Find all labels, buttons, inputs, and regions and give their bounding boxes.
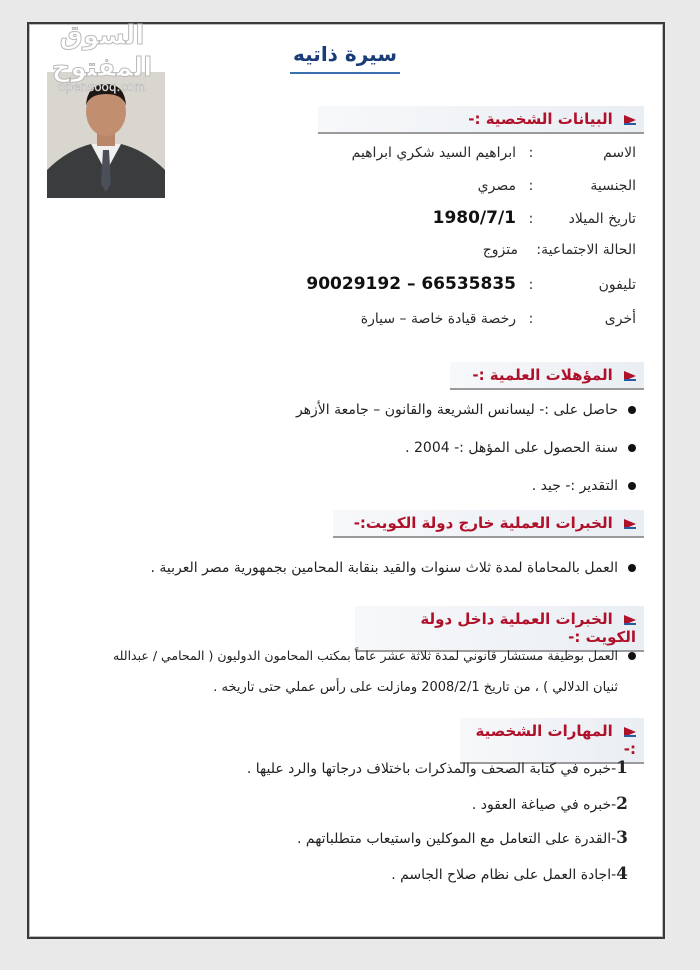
- document-title: سيرة ذاتيه: [290, 42, 400, 74]
- bullet-icon: [628, 482, 636, 490]
- section-personal-heading: البيانات الشخصية :-: [318, 106, 644, 134]
- personal-row-marital-status: الحالة الاجتماعية:متزوج: [482, 242, 636, 258]
- section-experience-inside-heading: الخبرات العملية داخل دولة الكويت :-: [355, 606, 644, 652]
- arrow-marker-icon: [624, 727, 636, 737]
- bullet-icon: [628, 652, 636, 660]
- bullet-icon: [628, 444, 636, 452]
- skill-item: 1-خبره في كتابة الصحف والمذكرات باختلاف درجاتها والرد عليها .: [246, 758, 628, 778]
- arrow-marker-icon: [624, 519, 636, 529]
- skill-item: 3-القدرة على التعامل مع الموكلين واستيعاب متطلباتهم .: [297, 828, 628, 848]
- personal-row-other: أخرى:رخصة قيادة خاصة – سيارة: [360, 311, 636, 327]
- section-skills-heading: المهارات الشخصية :-: [460, 718, 644, 764]
- opensooq-watermark: السوق المفتوح opensooq.com: [51, 21, 153, 94]
- education-item: سنة الحصول على المؤهل :- 2004 .: [405, 440, 636, 456]
- section-education-heading: المؤهلات العلمية :-: [450, 362, 644, 390]
- arrow-marker-icon: [624, 615, 636, 625]
- skill-item: 2-خبره في صياغة العقود .: [471, 794, 628, 814]
- bullet-icon: [628, 564, 636, 572]
- education-item: التقدير :- جيد .: [532, 478, 636, 494]
- personal-row-birthdate: تاريخ الميلاد:1980/7/1: [432, 208, 636, 228]
- education-item: حاصل على :- ليسانس الشريعة والقانون – جامعة الأزهر: [296, 402, 636, 418]
- arrow-marker-icon: [624, 115, 636, 125]
- personal-row-name: الاسم:ابراهيم السيد شكري ابراهيم: [351, 145, 636, 161]
- personal-row-nationality: الجنسية:مصري: [477, 178, 636, 194]
- arrow-marker-icon: [624, 371, 636, 381]
- experience-inside-item: العمل بوظيفة مستشار قانوني لمدة ثلاثة عشر عاماً بمكتب المحامون الدوليون ( المحامي / عبدالله: [113, 648, 636, 663]
- skill-item: 4-اجادة العمل على نظام صلاح الجاسم .: [391, 864, 628, 884]
- bullet-icon: [628, 406, 636, 414]
- experience-outside-item: العمل بالمحاماة لمدة ثلاث سنوات والقيد بنقابة المحامين بجمهورية مصر العربية .: [150, 560, 636, 576]
- section-experience-outside-heading: الخبرات العملية خارج دولة الكويت:-: [333, 510, 644, 538]
- experience-inside-item-continued: ثنيان الدلالي ) ، من تاريخ 2008/2/1 ومازلت على رأس عملي حتى تاريخه .: [213, 680, 618, 695]
- personal-row-phone: تليفون:90029192 – 66535835: [306, 274, 636, 294]
